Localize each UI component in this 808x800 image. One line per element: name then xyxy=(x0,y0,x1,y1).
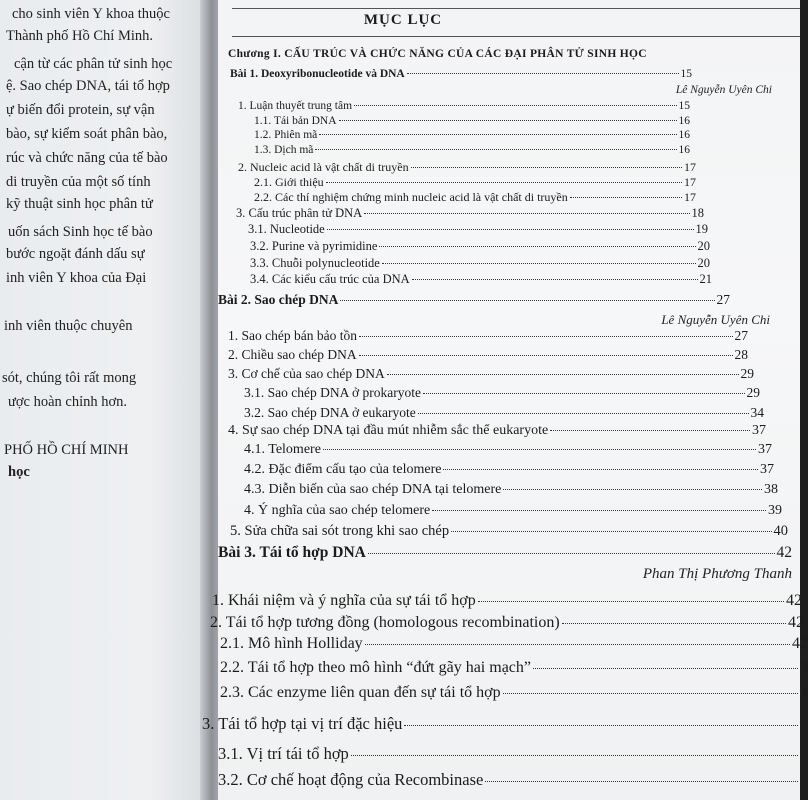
toc-page-number: 19 xyxy=(695,222,708,236)
toc-leader-dots xyxy=(364,213,689,214)
toc-page-number: 21 xyxy=(699,272,712,286)
toc-entry-title: 2.1. Mô hình Holliday xyxy=(220,635,363,652)
toc-leader-dots xyxy=(368,553,775,554)
toc-leader-dots xyxy=(315,149,676,150)
toc-entry-title: 3.1. Sao chép DNA ở prokaryote xyxy=(244,385,421,400)
toc-page-number: 4 xyxy=(800,684,808,701)
toc-page-number: 38 xyxy=(764,482,778,497)
toc-entry-title: 2.1. Giới thiệu xyxy=(254,175,324,189)
toc-leader-dots xyxy=(387,374,739,375)
toc-lesson-entry xyxy=(218,292,730,308)
toc-leader-dots xyxy=(379,246,695,247)
toc-entry xyxy=(254,175,696,190)
toc-page-number: 15 xyxy=(678,100,690,112)
toc-entry xyxy=(228,347,748,363)
toc-page-number: 29 xyxy=(740,366,754,381)
toc-entry-title: 1. Luận thuyết trung tâm xyxy=(238,100,353,112)
toc-entry-title: 5. Sửa chữa sai sót trong khi sao chép xyxy=(230,523,450,539)
toc-lesson-entry xyxy=(230,68,692,80)
toc-leader-dots xyxy=(340,300,714,301)
left-page-text-line: học xyxy=(8,464,30,480)
left-page-text-line: bước ngoặt đánh dấu sự xyxy=(6,246,145,262)
toc-entry-title: 4. Ý nghĩa của sao chép telomere xyxy=(244,503,431,518)
toc-entry-title: 2.2. Tái tổ hợp theo mô hình “đứt gãy hai mạch” xyxy=(220,659,531,676)
toc-entry xyxy=(202,714,800,734)
left-page-text-line: PHỐ HỒ CHÍ MINH xyxy=(4,442,129,458)
left-page-text-line: di truyền của một số tính xyxy=(6,174,151,190)
left-page-text-line: sót, chúng tôi rất mong xyxy=(2,370,137,386)
toc-author: Lê Nguyễn Uyên Chi xyxy=(661,312,770,327)
toc-page-number: 4 xyxy=(800,659,808,676)
toc-entry-title: 3.3. Chuỗi polynucleotide xyxy=(250,256,380,270)
left-page-text-line: ự biến đổi protein, sự vận xyxy=(6,102,155,118)
toc-page-number: 42 xyxy=(788,614,804,631)
toc-leader-dots xyxy=(411,167,682,168)
toc-page-number: 18 xyxy=(691,206,704,220)
toc-entry xyxy=(212,592,802,610)
left-page-text-line: uốn sách Sinh học tế bào xyxy=(8,224,153,240)
left-page-text-line: cho sinh viên Y khoa thuộc xyxy=(12,6,170,22)
toc-leader-dots xyxy=(351,755,798,756)
toc-leader-dots xyxy=(485,781,798,782)
toc-entry-title: 3. Cơ chế của sao chép DNA xyxy=(228,366,385,381)
left-page xyxy=(0,0,212,800)
left-page-text-line: kỹ thuật sinh học phân tử xyxy=(6,196,153,212)
toc-entry-title: 2.2. Các thí nghiệm chứng minh nucleic acid là vật chất di truyền xyxy=(254,190,568,204)
toc-page-number: 42 xyxy=(786,592,802,609)
toc-leader-dots xyxy=(326,182,682,183)
toc-leader-dots xyxy=(443,469,758,470)
toc-entry xyxy=(218,770,800,790)
toc-leader-dots xyxy=(412,279,698,280)
toc-page-number: 20 xyxy=(697,239,710,253)
toc-page-number: 40 xyxy=(773,523,788,539)
toc-entry xyxy=(238,100,690,112)
toc-lesson-entry xyxy=(218,544,792,562)
toc-entry-title: 4.2. Đặc điểm cấu tạo của telomere xyxy=(244,462,442,477)
left-page-text-line: bào, sự kiểm soát phân bào, xyxy=(6,126,168,142)
chapter-heading: Chương I. CẤU TRÚC VÀ CHỨC NĂNG CỦA CÁC ĐẠI PHÂN TỬ SINH HỌC xyxy=(228,48,647,60)
toc-leader-dots xyxy=(503,489,762,490)
toc-entry xyxy=(220,684,808,702)
toc-leader-dots xyxy=(432,510,766,511)
toc-entry-title: Bài 1. Deoxyribonucleotide và DNA xyxy=(230,68,405,80)
toc-author: Phan Thị Phương Thanh xyxy=(642,566,792,582)
toc-entry-title: 1. Khái niệm và ý nghĩa của sự tái tổ hợp xyxy=(212,592,476,609)
toc-entry xyxy=(248,222,708,237)
toc-page-number: 28 xyxy=(734,347,748,362)
toc-leader-dots xyxy=(359,355,733,356)
header-rule xyxy=(232,8,800,9)
toc-entry xyxy=(230,523,788,540)
page-title: MỤC LỤC xyxy=(363,12,443,28)
toc-page-number: 16 xyxy=(678,144,690,156)
toc-entry-title: 3.1. Vị trí tái tổ hợp xyxy=(218,744,349,763)
toc-leader-dots xyxy=(404,725,798,726)
toc-leader-dots xyxy=(319,134,676,135)
toc-leader-dots xyxy=(533,668,798,669)
toc-entry xyxy=(238,160,696,175)
toc-page-number: 17 xyxy=(684,190,696,204)
toc-entry-title: 3.2. Purine và pyrimidine xyxy=(250,239,378,253)
toc-entry-title: Bài 2. Sao chép DNA xyxy=(218,292,339,307)
toc-leader-dots xyxy=(451,531,771,532)
toc-entry-title: 2. Chiều sao chép DNA xyxy=(228,347,357,362)
toc-entry-title: 4.1. Telomere xyxy=(244,442,321,457)
toc-entry xyxy=(220,659,808,677)
toc-entry xyxy=(228,423,766,439)
toc-entry-title: 4.3. Diễn biến của sao chép DNA tại telomere xyxy=(244,482,502,497)
toc-leader-dots xyxy=(478,601,784,602)
toc-leader-dots xyxy=(354,105,676,106)
toc-entry xyxy=(244,462,774,478)
toc-leader-dots xyxy=(359,336,733,337)
left-page-text-line: ệ. Sao chép DNA, tái tổ hợp xyxy=(6,78,170,94)
toc-leader-dots xyxy=(550,430,750,431)
toc-entry xyxy=(244,405,764,421)
toc-entry xyxy=(254,115,690,127)
toc-entry-title: 1.3. Dịch mã xyxy=(254,144,314,156)
toc-entry xyxy=(236,206,704,221)
toc-entry xyxy=(220,635,808,653)
left-page-text-line: cận từ các phân tử sinh học xyxy=(14,56,173,72)
left-page-text-line: ược hoàn chỉnh hơn. xyxy=(8,394,128,410)
toc-entry-title: 2.3. Các enzyme liên quan đến sự tái tổ hợp xyxy=(220,684,501,701)
toc-page-number: 15 xyxy=(680,68,692,80)
toc-entry-title: 1. Sao chép bán bảo tồn xyxy=(228,328,357,343)
toc-entry-title: 1.1. Tái bản DNA xyxy=(254,115,337,127)
toc-entry xyxy=(254,129,690,141)
toc-entry xyxy=(250,272,712,287)
toc-page-number: 42 xyxy=(776,544,792,561)
toc-page-number: 16 xyxy=(678,129,690,141)
toc-leader-dots xyxy=(365,644,790,645)
toc-entry-title: 4. Sự sao chép DNA tại đầu mút nhiễm sắc thể eukaryote xyxy=(228,423,549,438)
toc-leader-dots xyxy=(339,120,677,121)
toc-entry-title: 2. Tái tổ hợp tương đồng (homologous recombination) xyxy=(210,614,560,631)
toc-entry-title: 3.4. Các kiểu cấu trúc của DNA xyxy=(250,272,410,286)
left-page-text-line: inh viên Y khoa của Đại xyxy=(6,270,147,286)
toc-entry-title: 3.1. Nucleotide xyxy=(248,222,325,236)
toc-leader-dots xyxy=(562,623,786,624)
toc-page-number: 20 xyxy=(697,256,710,270)
toc-entry-title: 3.2. Sao chép DNA ở eukaryote xyxy=(244,405,416,420)
toc-page-number: 29 xyxy=(746,385,760,400)
toc-entry xyxy=(218,744,800,764)
toc-page-number: 17 xyxy=(684,160,696,174)
toc-entry xyxy=(210,614,804,632)
left-page-text-line: Thành phố Hồ Chí Minh. xyxy=(6,28,154,44)
toc-page-number: 37 xyxy=(752,423,766,438)
toc-page-number: 27 xyxy=(734,328,748,343)
toc-leader-dots xyxy=(418,413,749,414)
toc-entry xyxy=(244,442,772,458)
toc-page-number: 42 xyxy=(792,635,808,652)
toc-entry xyxy=(254,144,690,156)
toc-entry xyxy=(244,385,760,401)
toc-entry xyxy=(228,366,754,382)
toc-entry-title: Bài 3. Tái tổ hợp DNA xyxy=(218,544,366,561)
toc-entry xyxy=(228,328,748,344)
toc-entry-title: 3.2. Cơ chế hoạt động của Recombinase xyxy=(218,770,484,789)
toc-leader-dots xyxy=(423,393,745,394)
toc-author: Lê Nguyễn Uyên Chi xyxy=(675,84,772,96)
toc-page xyxy=(202,0,808,800)
toc-page-number: 16 xyxy=(678,115,690,127)
toc-page-number: 17 xyxy=(684,175,696,189)
toc-page-number: 34 xyxy=(750,405,764,420)
title-rule xyxy=(232,36,800,37)
toc-entry-title: 2. Nucleic acid là vật chất di truyền xyxy=(238,160,409,174)
toc-leader-dots xyxy=(503,693,798,694)
left-page-text-line: inh viên thuộc chuyên xyxy=(4,318,133,334)
toc-leader-dots xyxy=(407,73,679,74)
toc-leader-dots xyxy=(382,263,696,264)
toc-entry xyxy=(244,503,782,519)
toc-entry-title: 3. Cấu trúc phân tử DNA xyxy=(236,206,363,220)
toc-leader-dots xyxy=(323,449,756,450)
toc-entry-title: 1.2. Phiên mã xyxy=(254,129,318,141)
toc-page-number: 27 xyxy=(716,292,730,307)
toc-entry xyxy=(250,256,710,271)
toc-entry xyxy=(254,190,696,205)
left-page-text-line: rúc và chức năng của tế bào xyxy=(6,150,168,166)
toc-entry-title: 3. Tái tổ hợp tại vị trí đặc hiệu xyxy=(202,714,403,733)
toc-leader-dots xyxy=(570,197,682,198)
toc-leader-dots xyxy=(327,229,694,230)
toc-page-number: 37 xyxy=(760,462,774,477)
toc-page-number: 39 xyxy=(768,503,782,518)
toc-entry xyxy=(244,482,778,498)
toc-entry xyxy=(250,239,710,254)
toc-page-number: 37 xyxy=(758,442,772,457)
